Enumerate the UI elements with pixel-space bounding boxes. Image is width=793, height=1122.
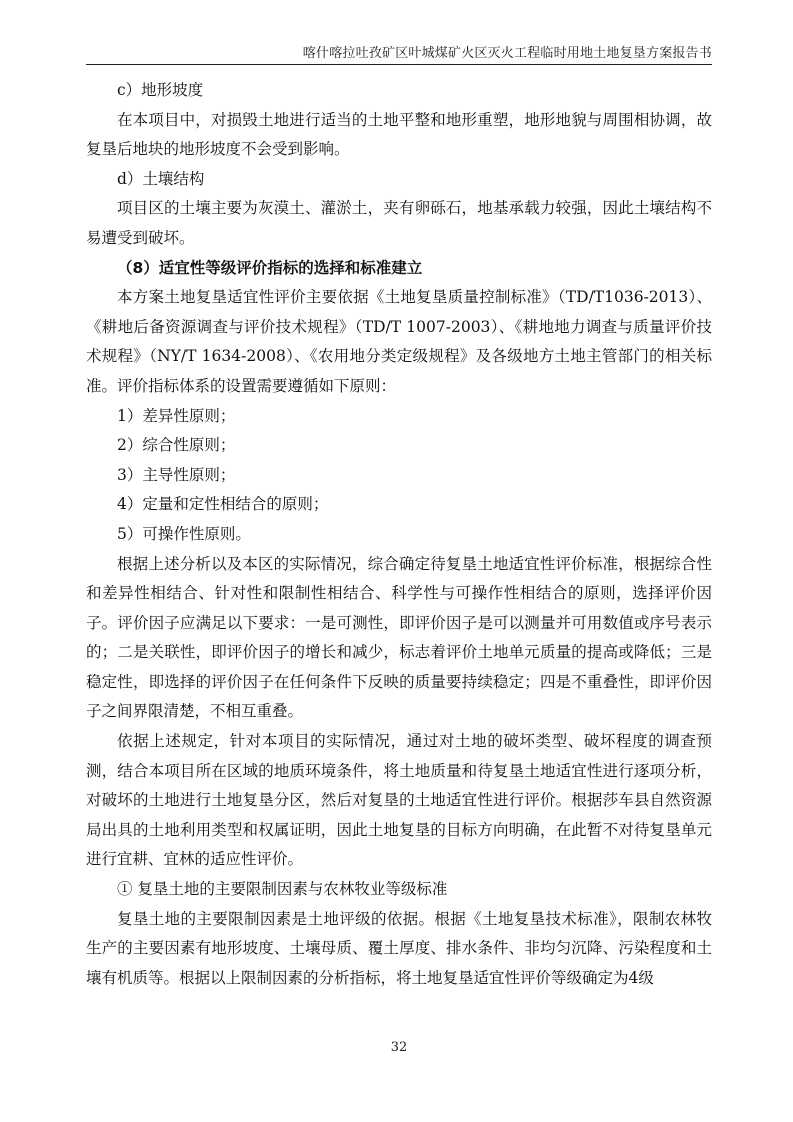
- subheading-soil-structure: d）土壤结构: [117, 169, 205, 188]
- paragraph-soil-structure: 项目区的土壤主要为灰漠土、灌淤土，夹有卵砾石，地基承载力较强，因此土壤结构不易遭受到破坏。: [86, 199, 712, 247]
- paragraph-limiting-factors: 复垦土地的主要限制因素是土地评级的依据。根据《土地复垦技术标准》，限制农林牧生产的主要因素有地形坡度、土壤母质、覆土厚度、排水条件、非均匀沉降、污染程度和土壤有机质等。根据以上限制因素的分析指标，将土地复垦适宜性评价等级确定为4级: [86, 909, 712, 987]
- page-number: 32: [390, 1040, 408, 1055]
- principle-item: 3）主导性原则；: [117, 465, 236, 484]
- header-divider: [86, 64, 712, 65]
- paragraph-slope: 在本项目中，对损毁土地进行适当的土地平整和地形重塑，地形地貌与周围相协调，故复垦后地块的地形坡度不会受到影响。: [86, 110, 712, 159]
- principle-item: 5）可操作性原则。: [117, 524, 251, 543]
- paragraph-regulation: 依据上述规定，针对本项目的实际情况，通过对土地的破坏类型、破坏程度的调查预测，结合本项目所在区域的地质环境条件，将土地质量和待复垦土地适宜性进行逐项分析，对破坏的土地进行土地复垦分区，然后对复垦的土地适宜性进行评价。根据莎车县自然资源局出具的土地利用类型和权属证明，因此土地复垦的目标方向明确，在此暂不对待复垦单元进行宜耕、宜林的适应性评价。: [86, 732, 712, 869]
- page-header: 喀什喀拉吐孜矿区叶城煤矿火区灭火工程临时用地土地复垦方案报告书: [302, 46, 712, 61]
- paragraph-evaluation-factors: 根据上述分析以及本区的实际情况，综合确定待复垦土地适宜性评价标准，根据综合性和差异性相结合、针对性和限制性相结合、科学性与可操作性相结合的原则，选择评价因子。评价因子应满足以下要求：一是可测性，即评价因子是可以测量并可用数值或序号表示的；二是关联性，即评价因子的增长和减少，标志着评价土地单元质量的提高或降低；三是稳定性，即选择的评价因子在任何条件下反映的质量要持续稳定；四是不重叠性，即评价因子之间界限清楚，不相互重叠。: [86, 554, 712, 721]
- principle-item: 1）差异性原则；: [117, 406, 236, 425]
- document-body: [86, 76, 712, 993]
- principle-item: 2）综合性原则；: [117, 436, 236, 455]
- subheading-slope: c）地形坡度: [117, 81, 204, 99]
- principle-item: 4）定量和定性相结合的原则；: [117, 495, 329, 514]
- paragraph-basis: 本方案土地复垦适宜性评价主要依据《土地复垦质量控制标准》（TD/T1036-2013）、《耕地后备资源调查与评价技术规程》（TD/T 1007-2003）、《耕地地力调查与质量评价技术规程》（NY/T 1634-2008）、《农用地分类定级规程》及各级地方土地主管部门的相关标准。评价指标体系的设置需要遵循如下原则：: [86, 288, 712, 395]
- section-heading: （8）适宜性等级评价指标的选择和标准建立: [117, 258, 423, 277]
- subheading-limiting-factors: ① 复垦土地的主要限制因素与农林牧业等级标准: [117, 880, 448, 899]
